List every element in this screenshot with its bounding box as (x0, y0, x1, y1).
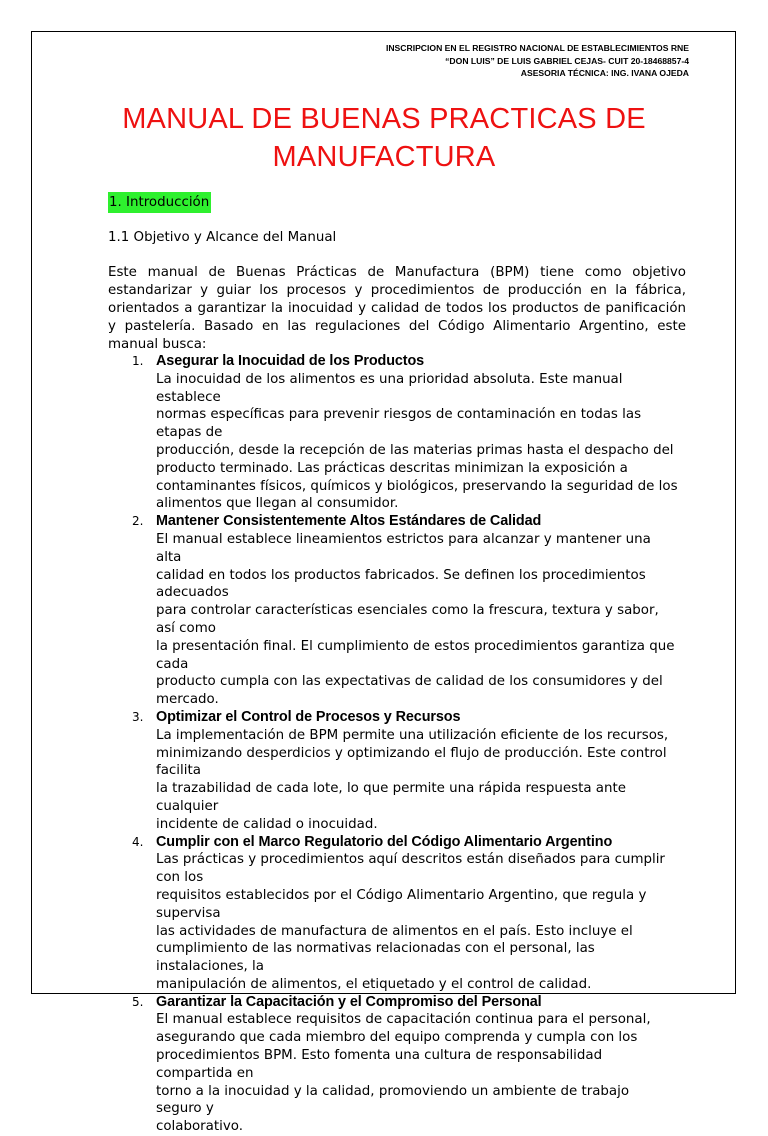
header-line-registry: INSCRIPCION EN EL REGISTRO NACIONAL DE ESTABLECIMIENTOS RNE (385, 43, 689, 53)
header-line-advisor: ASESORIA TÉCNICA: ING. IVANA OJEDA (520, 68, 689, 78)
document-title (100, 100, 668, 176)
list-item (108, 834, 678, 994)
subsection-heading: 1.1 Objetivo y Alcance del Manual (108, 230, 337, 245)
list-item-body-line: torno a la inocuidad y la calidad, promoviendo un ambiente de trabajo seguro y (156, 1083, 630, 1117)
list-item-title: Optimizar el Control de Procesos y Recursos (156, 708, 461, 725)
document-title-line-1: MANUAL DE BUENAS PRACTICAS DE (122, 103, 646, 135)
list-item-title: Cumplir con el Marco Regulatorio del Código Alimentario Argentino (156, 833, 613, 850)
list-item-body-line: producto cumpla con las expectativas de calidad de los consumidores y del (156, 674, 663, 690)
list-item-title: Garantizar la Capacitación y el Compromiso del Personal (156, 993, 542, 1010)
list-item-body-line: manipulación de alimentos, el etiquetado y el control de calidad. (156, 976, 592, 992)
list-item-body-line: procedimientos BPM. Esto fomenta una cultura de responsabilidad compartida en (156, 1048, 603, 1081)
list-item-body-line: asegurando que cada miembro del equipo comprenda y cumpla con los (156, 1030, 638, 1046)
list-item-body-line: La inocuidad de los alimentos es una prioridad absoluta. Este manual establece (156, 371, 623, 405)
list-item-body-line: la presentación final. El cumplimiento de estos procedimientos garantiza que cada (156, 638, 675, 672)
list-item-body-line: producción, desde la recepción de las materias primas hasta el despacho del (156, 442, 674, 458)
list-item-number: 3. (132, 709, 144, 724)
list-item-body-line: colaborativo. (156, 1119, 243, 1135)
list-item-body-line: alimentos que llegan al consumidor. (156, 496, 399, 512)
list-item-body-line: incidente de calidad o inocuidad. (156, 816, 378, 832)
section-heading: 1. Introducción (108, 192, 211, 213)
list-item-title: Mantener Consistentemente Altos Estándares de Calidad (156, 513, 542, 530)
header-line-company: “DON LUIS” DE LUIS GABRIEL CEJAS- CUIT 20-18468857-4 (445, 55, 689, 66)
list-item (108, 353, 678, 513)
list-item-body-line: El manual establece lineamientos estrictos para alcanzar y mantener una alta (156, 531, 651, 565)
objective-list (108, 353, 678, 1136)
list-item-number: 4. (132, 834, 144, 849)
list-item-body-line: las actividades de manufactura de alimentos en el país. Esto incluye el (156, 923, 633, 939)
list-item-body-line: contaminantes físicos, químicos y biológicos, preservando la seguridad de los (156, 478, 678, 494)
list-item-body-line: minimizando desperdicios y optimizando el flujo de producción. Este control facilita (156, 745, 667, 779)
list-item-body-line: La implementación de BPM permite una utilización eficiente de los recursos, (156, 727, 669, 743)
list-item-number: 5. (132, 994, 144, 1009)
list-item-body-line: requisitos establecidos por el Código Alimentario Argentino, que regula y supervisa (156, 887, 647, 921)
list-item-title: Asegurar la Inocuidad de los Productos (156, 353, 425, 369)
list-item-body-line: para controlar características esenciales como la frescura, textura y sabor, así como (156, 603, 659, 636)
list-item (108, 513, 678, 709)
list-item (108, 994, 678, 1136)
list-item-body-line: cumplimiento de las normativas relacionadas con el personal, las instalaciones, la (156, 941, 595, 975)
list-item-body-line: producto terminado. Las prácticas descritas minimizan la exposición a (156, 460, 628, 476)
list-item-body-line: la trazabilidad de cada lote, lo que permite una rápida respuesta ante cualquier (156, 781, 626, 814)
list-item-body-line: El manual establece requisitos de capacitación continua para el personal, (156, 1012, 651, 1028)
list-item-body-line: normas específicas para prevenir riesgos de contaminación en todas las etapas de (156, 407, 642, 441)
list-item-body-line: calidad en todos los productos fabricados. Se definen los procedimientos adecuados (156, 567, 646, 601)
document-title-line-2: MANUFACTURA (272, 141, 496, 173)
list-item-body-line: mercado. (156, 692, 219, 708)
list-item (108, 709, 678, 834)
list-item-body-line: Las prácticas y procedimientos aquí descritos están diseñados para cumplir con los (156, 852, 665, 886)
list-item-number: 1. (132, 354, 144, 368)
list-item-number: 2. (132, 514, 144, 529)
document-header (386, 42, 689, 80)
intro-paragraph: Este manual de Buenas Prácticas de Manufactura (BPM) tiene como objetivo estandarizar y guiar los procesos y procedimientos de producción en la fábrica, orientados a garantizar la inocuidad y calidad de todos los productos de panificación y pastelería. Basado en las regulaciones del Código Alimentario Argentino, este manual busca: (108, 265, 686, 352)
